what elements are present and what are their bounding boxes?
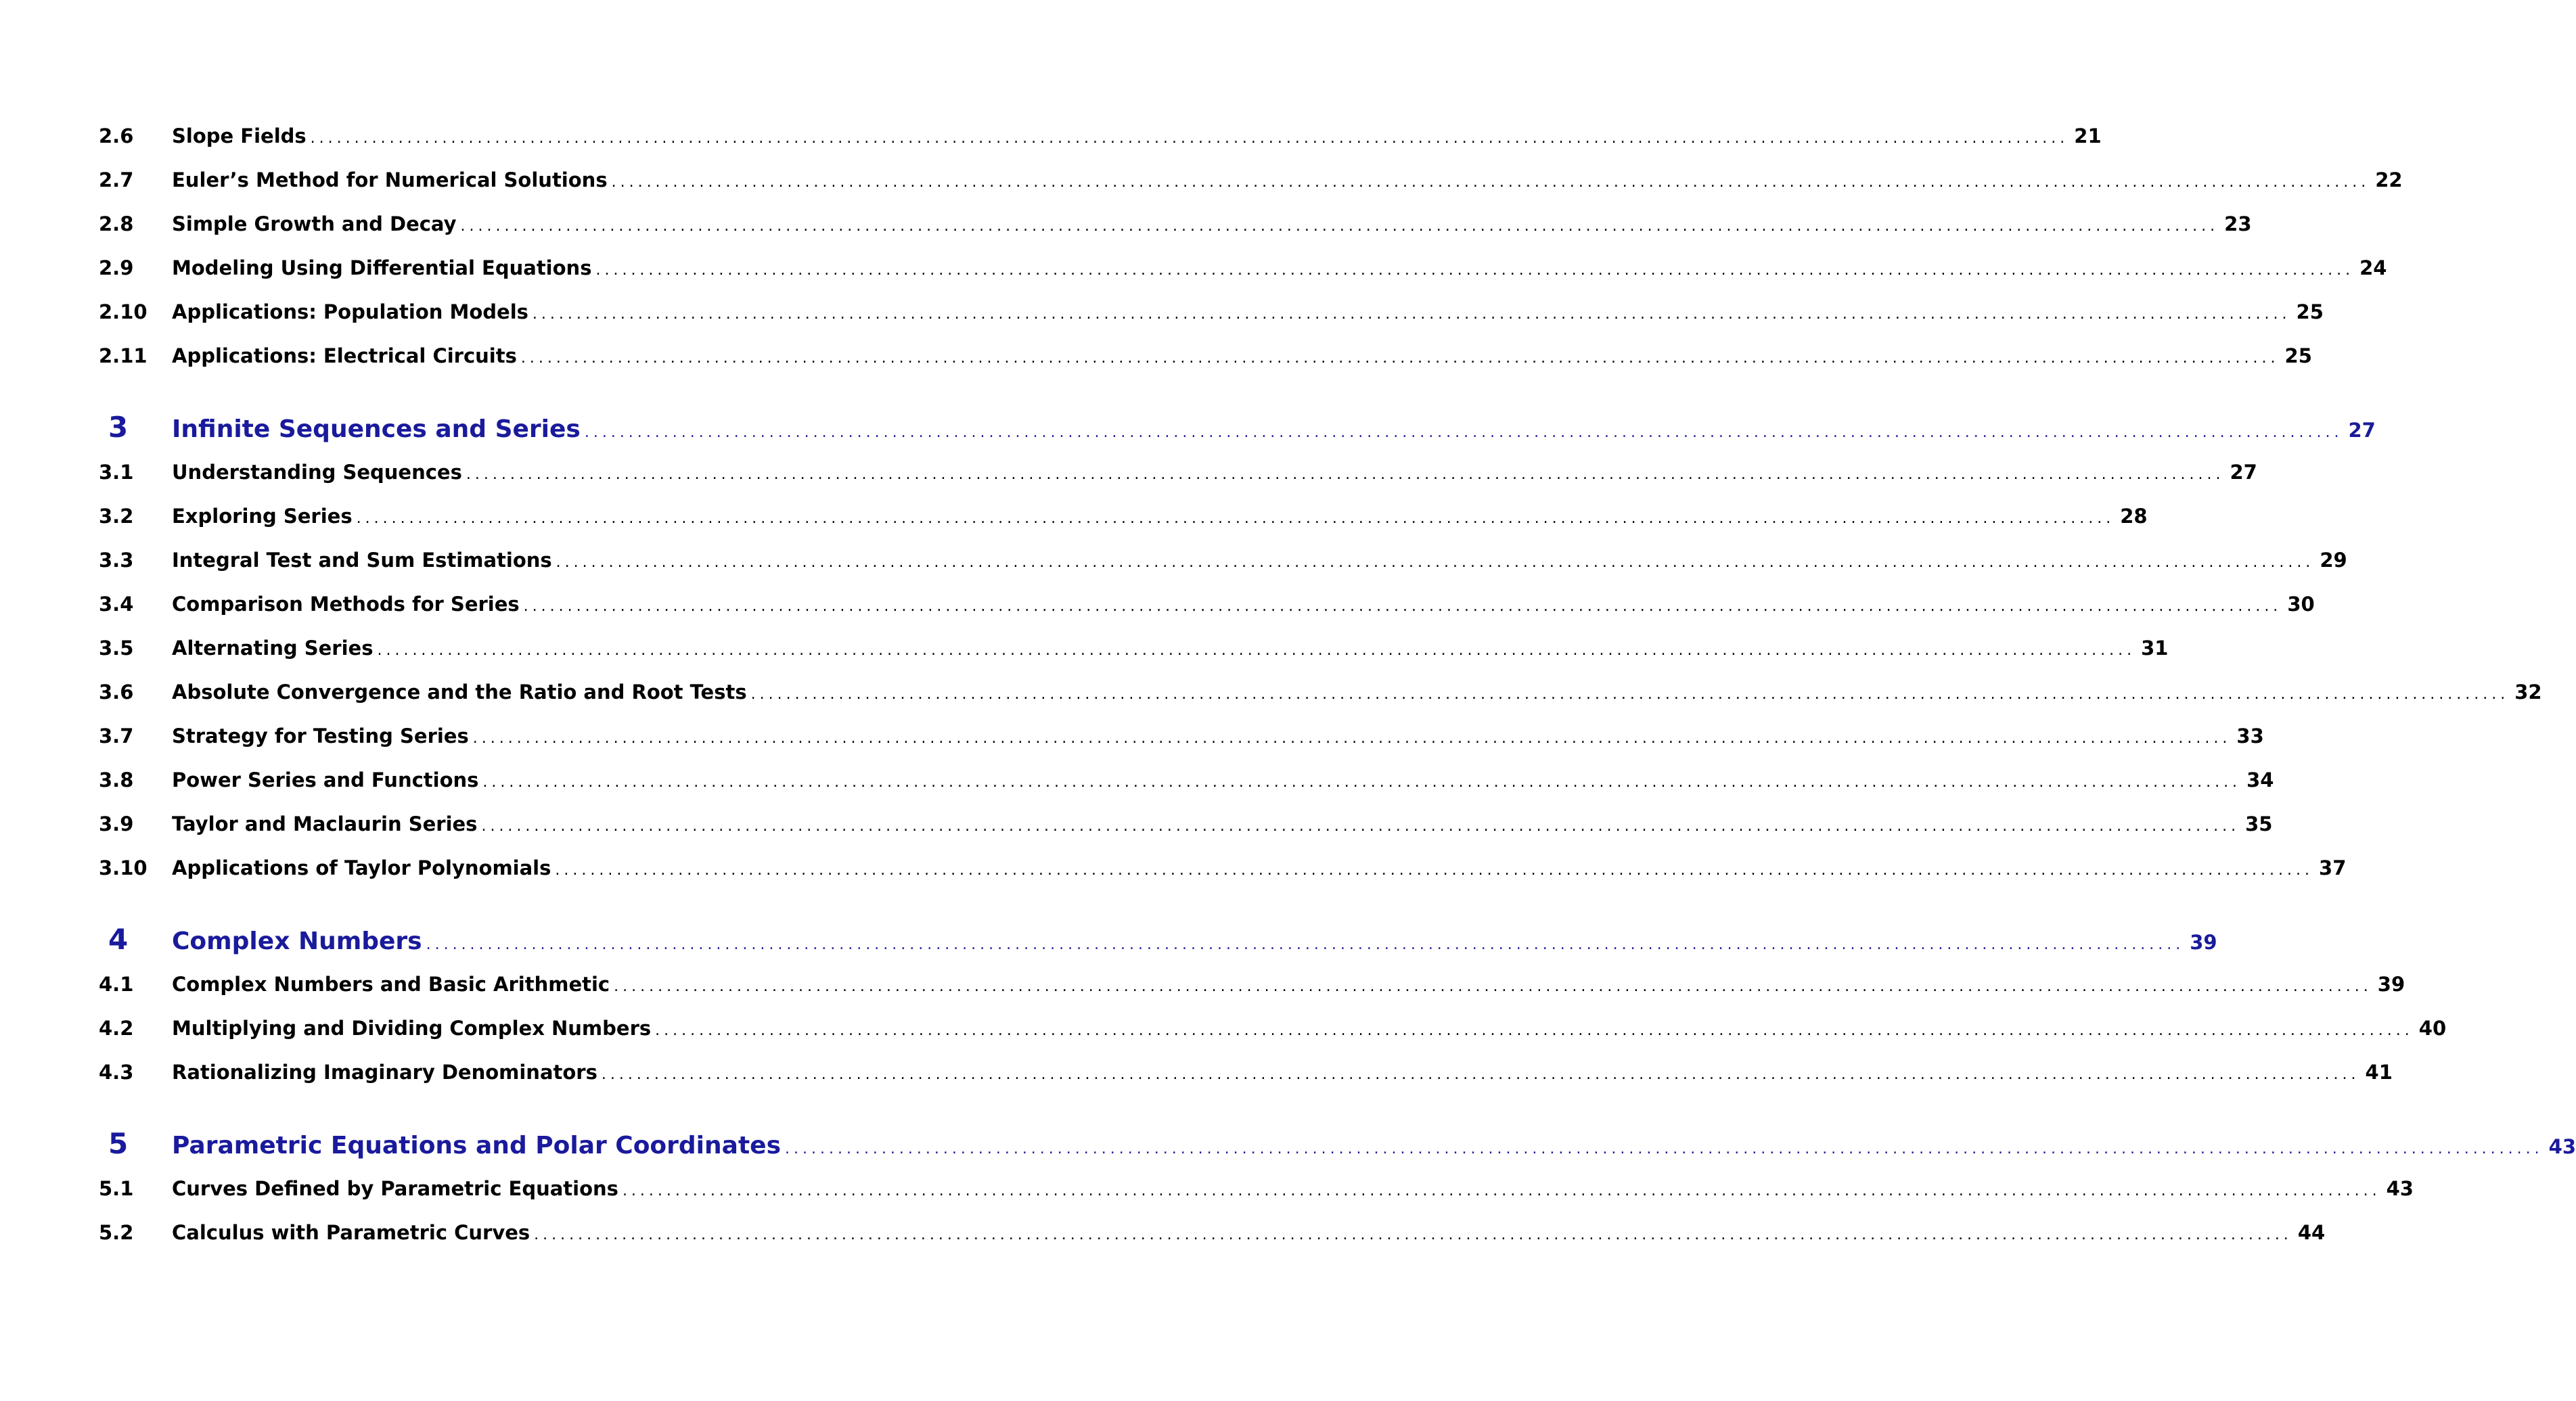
section-title: Comparison Methods for Series [172, 593, 520, 616]
toc-section-entry[interactable] [99, 344, 2312, 388]
toc-section-entry[interactable] [99, 505, 2148, 549]
section-number: 3.2 [99, 505, 134, 528]
chapter-title: Infinite Sequences and Series [172, 415, 581, 443]
toc-section-entry[interactable] [99, 1017, 2447, 1061]
page-number: 39 [2190, 931, 2217, 954]
page-number: 28 [2120, 505, 2148, 528]
page-number: 23 [2224, 212, 2252, 235]
page-number: 31 [2141, 637, 2169, 660]
chapter-number: 5 [108, 1127, 129, 1160]
toc-section-entry[interactable] [99, 461, 2257, 505]
page-number: 33 [2236, 725, 2264, 748]
section-title: Simple Growth and Decay [172, 212, 457, 235]
page-number: 40 [2418, 1017, 2447, 1040]
section-title: Power Series and Functions [172, 768, 479, 791]
table-of-contents [99, 124, 2576, 1265]
dot-leader: ........................................................................................................................................................................................................ [310, 130, 2069, 147]
dot-leader: ........................................................................................................................................................................................................ [601, 1066, 2360, 1083]
toc-chapter-entry[interactable] [99, 1127, 2576, 1177]
section-number: 2.6 [99, 124, 134, 147]
section-title: Rationalizing Imaginary Denominators [172, 1061, 597, 1084]
section-number: 3.9 [99, 812, 134, 835]
dot-leader: ........................................................................................................................................................................................................ [481, 818, 2240, 835]
page-number: 35 [2245, 812, 2273, 835]
toc-section-entry[interactable] [99, 212, 2252, 256]
page-number: 39 [2377, 973, 2405, 996]
toc-section-entry[interactable] [99, 124, 2102, 168]
toc-section-entry[interactable] [99, 812, 2273, 856]
section-title: Complex Numbers and Basic Arithmetic [172, 973, 610, 996]
toc-section-entry[interactable] [99, 681, 2542, 725]
toc-section-entry[interactable] [99, 300, 2324, 344]
toc-section-entry[interactable] [99, 768, 2274, 812]
toc-section-entry[interactable] [99, 1177, 2414, 1221]
section-number: 3.4 [99, 593, 134, 616]
toc-chapter-entry[interactable] [99, 411, 2376, 461]
toc-section-entry[interactable] [99, 549, 2347, 593]
dot-leader: ........................................................................................................................................................................................................ [622, 1182, 2381, 1199]
section-number: 3.10 [99, 856, 148, 879]
toc-section-entry[interactable] [99, 1061, 2393, 1105]
section-title: Integral Test and Sum Estimations [172, 549, 552, 572]
toc-section-entry[interactable] [99, 725, 2264, 768]
section-title: Multiplying and Dividing Complex Numbers [172, 1017, 652, 1040]
section-number: 3.6 [99, 681, 134, 704]
dot-leader: ........................................................................................................................................................................................................ [614, 978, 2372, 995]
section-title: Applications: Population Models [172, 300, 528, 323]
page-number: 32 [2514, 681, 2542, 704]
section-title: Exploring Series [172, 505, 353, 528]
dot-leader: ........................................................................................................................................................................................................ [555, 862, 2314, 879]
toc-section-entry[interactable] [99, 637, 2169, 681]
section-title: Strategy for Testing Series [172, 725, 469, 748]
section-number: 2.8 [99, 212, 134, 235]
section-number: 5.2 [99, 1221, 134, 1244]
page-number: 22 [2375, 168, 2403, 191]
page-number: 25 [2284, 344, 2312, 367]
dot-leader: ........................................................................................................................................................................................................ [460, 218, 2219, 235]
page-number: 41 [2365, 1061, 2393, 1084]
dot-leader: ........................................................................................................................................................................................................ [466, 466, 2225, 483]
section-title: Slope Fields [172, 124, 307, 147]
toc-section-entry[interactable] [99, 168, 2403, 212]
dot-leader: ........................................................................................................................................................................................................ [584, 424, 2343, 441]
section-number: 3.5 [99, 637, 134, 660]
section-title: Applications of Taylor Polynomials [172, 856, 551, 879]
page-number: 25 [2296, 300, 2324, 323]
dot-leader: ........................................................................................................................................................................................................ [472, 730, 2232, 747]
dot-leader: ........................................................................................................................................................................................................ [750, 686, 2510, 703]
section-title: Taylor and Maclaurin Series [172, 812, 478, 835]
page-number: 43 [2548, 1135, 2576, 1158]
dot-leader: ........................................................................................................................................................................................................ [785, 1141, 2544, 1157]
toc-section-entry[interactable] [99, 256, 2387, 300]
page-number: 24 [2359, 256, 2387, 279]
page-number: 44 [2297, 1221, 2326, 1244]
section-number: 2.11 [99, 344, 148, 367]
section-number: 3.3 [99, 549, 134, 572]
page-number: 37 [2319, 856, 2347, 879]
page-number: 30 [2287, 593, 2315, 616]
section-title: Applications: Electrical Circuits [172, 344, 517, 367]
dot-leader: ........................................................................................................................................................................................................ [426, 936, 2185, 953]
chapter-title: Parametric Equations and Polar Coordinates [172, 1132, 781, 1159]
section-title: Euler’s Method for Numerical Solutions [172, 168, 608, 191]
chapter-title: Complex Numbers [172, 927, 422, 955]
section-number: 2.10 [99, 300, 148, 323]
toc-section-entry[interactable] [99, 593, 2315, 637]
section-title: Alternating Series [172, 637, 374, 660]
toc-section-entry[interactable] [99, 973, 2405, 1017]
dot-leader: ........................................................................................................................................................................................................ [595, 262, 2355, 279]
dot-leader: ........................................................................................................................................................................................................ [356, 510, 2115, 527]
page-number: 29 [2320, 549, 2347, 572]
section-title: Modeling Using Differential Equations [172, 256, 592, 279]
section-title: Absolute Convergence and the Ratio and Root Tests [172, 681, 747, 704]
toc-section-entry[interactable] [99, 856, 2347, 900]
dot-leader: ........................................................................................................................................................................................................ [482, 774, 2242, 791]
section-number: 3.8 [99, 768, 134, 791]
section-number: 4.1 [99, 973, 134, 996]
dot-leader: ........................................................................................................................................................................................................ [655, 1022, 2414, 1039]
chapter-number: 3 [108, 411, 129, 444]
section-title: Calculus with Parametric Curves [172, 1221, 530, 1244]
section-number: 3.7 [99, 725, 134, 748]
page-number: 27 [2348, 419, 2376, 442]
section-number: 4.3 [99, 1061, 134, 1084]
section-number: 4.2 [99, 1017, 134, 1040]
page-number: 34 [2246, 768, 2274, 791]
section-title: Understanding Sequences [172, 461, 462, 484]
dot-leader: ........................................................................................................................................................................................................ [611, 174, 2370, 191]
page-number: 21 [2074, 124, 2102, 147]
dot-leader: ........................................................................................................................................................................................................ [523, 598, 2282, 615]
section-number: 2.7 [99, 168, 134, 191]
dot-leader: ........................................................................................................................................................................................................ [532, 306, 2291, 323]
section-title: Curves Defined by Parametric Equations [172, 1177, 618, 1200]
page-number: 43 [2386, 1177, 2414, 1200]
dot-leader: ........................................................................................................................................................................................................ [377, 642, 2136, 659]
dot-leader: ........................................................................................................................................................................................................ [520, 350, 2280, 367]
section-number: 2.9 [99, 256, 134, 279]
dot-leader: ........................................................................................................................................................................................................ [534, 1226, 2292, 1243]
chapter-number: 4 [108, 923, 129, 956]
toc-chapter-entry[interactable] [99, 923, 2217, 973]
page-number: 27 [2230, 461, 2257, 484]
dot-leader: ........................................................................................................................................................................................................ [556, 554, 2315, 571]
section-number: 5.1 [99, 1177, 134, 1200]
toc-section-entry[interactable] [99, 1221, 2326, 1265]
section-number: 3.1 [99, 461, 134, 484]
